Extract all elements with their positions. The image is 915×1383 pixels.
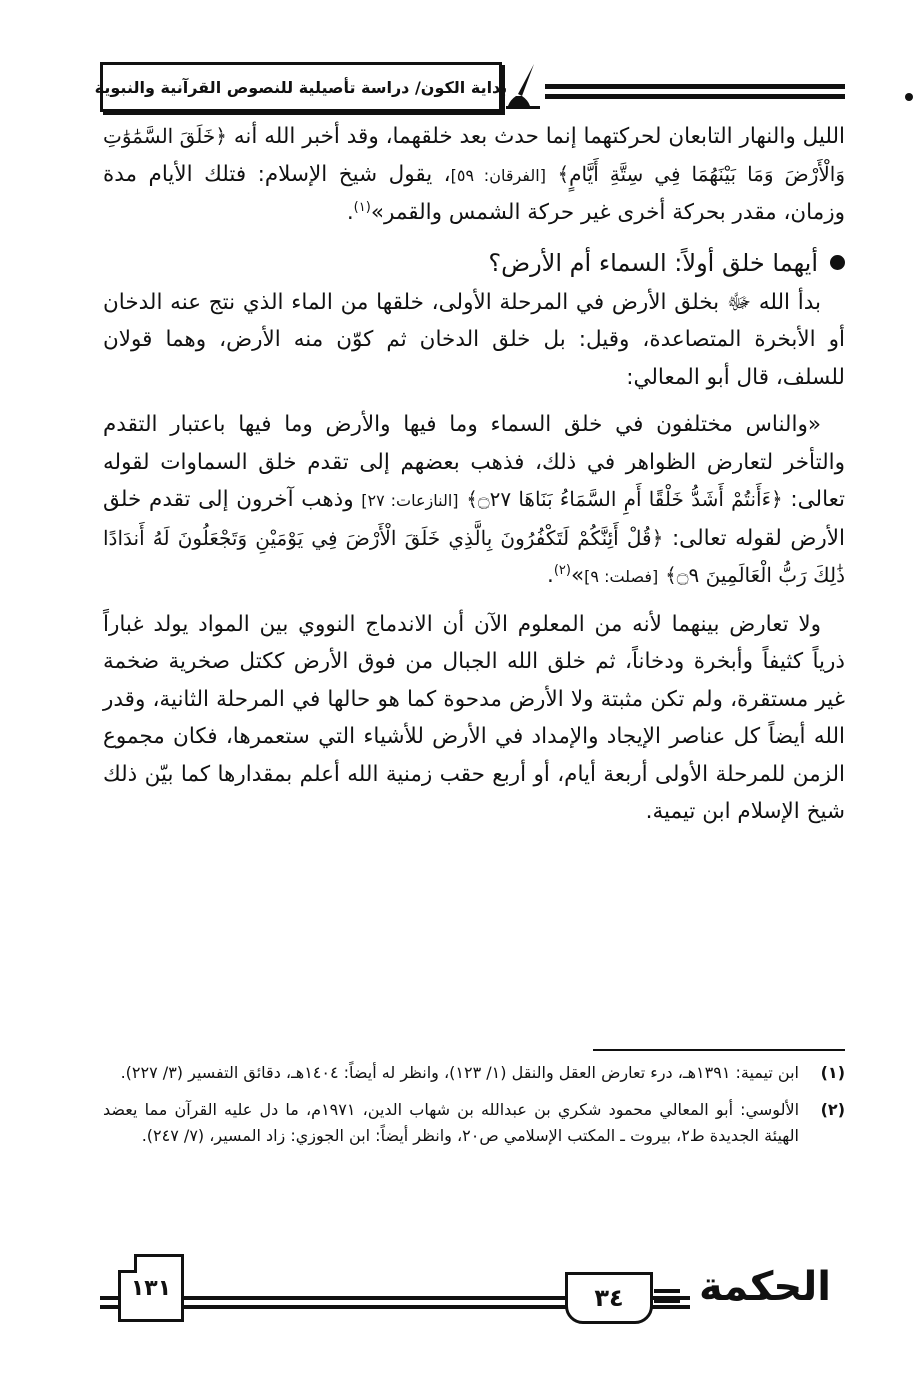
paragraph: الليل والنهار التابعان لحركتهما إنما حدث بعد خلقهما، وقد أخبر الله أنه ﴿خَلَقَ السَّمَٰوَٰتِ وَالْأَرْضَ وَمَا بَيْنَهُمَا فِي سِتَّةِ أَيَّامٍ﴾ [الفرقان: ٥٩]، يقول شيخ الإسلام: فتلك الأيام مدة وزمان، مقدر بحركة أخرى غير حركة الشمس والقمر»$^{(١)}$. — [103, 124, 846, 225]
main-text — [103, 118, 845, 831]
bullet-icon — [830, 255, 845, 270]
footnote-number: (٢) — [820, 1099, 845, 1119]
quotation-paragraph: «والناس مختلفون في خلق السماء وما فيها والأرض وما فيها باعتبار التقدم والتأخر لتعارض الظواهر في ذلك، فذهب بعضهم إلى تقدم خلق السماوات لقوله تعالى: ﴿ءَأَنتُمْ أَشَدُّ خَلْقًا أَمِ السَّمَاءُ بَنَاهَا ۝٢٧﴾ [النازعات: ٢٧] وذهب آخرون إلى تقدم خلق الأرض لقوله تعالى: ﴿قُلْ أَئِنَّكُمْ لَتَكْفُرُونَ بِالَّذِي خَلَقَ الْأَرْضَ فِي يَوْمَيْنِ وَتَجْعَلُونَ لَهُ أَندَادًا ذَٰلِكَ رَبُّ الْعَالَمِينَ ۝٩﴾ [فصلت: ٩]»$^{(٢)}$. — [103, 412, 846, 588]
footnote-marker[interactable]: (١) — [353, 199, 371, 215]
section-heading-text: أيهما خلق أولاً: السماء أم الأرض؟ — [488, 248, 818, 277]
running-header-title: بداية الكون/ دراسة تأصيلية للنصوص القرآنية والنبوية — [94, 77, 508, 97]
footnote-text: الألوسي: أبو المعالي محمود شكري بن عبدالله بن شهاب الدين، ١٩٧١م، ما دل عليه القرآن مما يعضد الهيئة الجديدة ط٢، بيروت ـ المكتب الإسلامي ص٢٠، وانظر أيضاً: ابن الجوزي: زاد المسير، (٧/ ٢٤٧). — [103, 1099, 800, 1145]
footnote-number: (١) — [820, 1063, 845, 1082]
header-rule-top — [545, 84, 845, 89]
footnote-marker[interactable]: (٢) — [553, 562, 571, 578]
verse-reference: [النازعات: ٢٧] — [361, 491, 459, 510]
page-number: ١٣١ — [118, 1254, 184, 1322]
section-heading — [103, 242, 845, 284]
running-header — [94, 62, 508, 112]
header-rule-bottom — [545, 94, 845, 99]
logo-dash — [654, 1299, 680, 1303]
page-edge-mark — [905, 93, 913, 101]
paragraph: ولا تعارض بينهما لأنه من المعلوم الآن أن الاندماج النووي بين المواد يولد غباراً ذرياً كثيفاً وأبخرة ودخاناً، ثم خلق الله الجبال من فوق الأرض ككتل صخرية ضخمة غير مستقرة، ولم تكن مثبتة ولا الأرض مدحوة كما هو حالها في المرحلة الثانية، وقدر الله أيضاً كل عناصر الإيجاد والإمداد في الأرض للأشياء التي ستعمرها، فكان مجموع الزمن للمرحلة الأولى أربعة أيام، أو أربع حقب زمنية الله أعلم بمقدارها كما بيّن ذلك شيخ الإسلام ابن تيمية. — [103, 611, 845, 824]
footnote-text: ابن تيمية: ١٣٩١هـ، درء تعارض العقل والنقل (١/ ١٢٣)، وانظر له أيضاً: ١٤٠٤هـ، دقائق التفسير (٣/ ٢٢٧). — [120, 1063, 799, 1082]
quran-verse: ﴿خَلَقَ السَّمَٰوَٰتِ وَالْأَرْضَ وَمَا بَيْنَهُمَا فِي سِتَّةِ أَيَّامٍ﴾ — [103, 124, 846, 186]
paragraph: بدأ الله ﷻ بخلق الأرض في المرحلة الأولى، خلقها من الماء الذي نتج عنه الدخان أو الأبخرة المتصاعدة، وقيل: بل خلق الدخان ثم كوّن منه الأرض، وهما قولان للسلف، قال أبو المعالي: — [103, 289, 845, 390]
issue-number-badge: ٣٤ — [565, 1272, 653, 1324]
footnotes — [103, 1060, 845, 1160]
journal-logo: الحكمة — [690, 1254, 840, 1320]
quran-verse: ﴿قُلْ أَئِنَّكُمْ لَتَكْفُرُونَ بِالَّذِي خَلَقَ الْأَرْضَ فِي يَوْمَيْنِ وَتَجْعَلُونَ لَهُ أَندَادًا ذَٰلِكَ رَبُّ الْعَالَمِينَ ۝٩﴾ — [103, 525, 845, 587]
footnote — [103, 1097, 845, 1150]
quill-pen-icon — [504, 60, 544, 110]
logo-dash — [654, 1289, 680, 1293]
verse-reference: [الفرقان: ٥٩] — [450, 165, 546, 185]
footnote-separator — [593, 1049, 845, 1051]
quran-verse: ﴿ءَأَنتُمْ أَشَدُّ خَلْقًا أَمِ السَّمَاءُ بَنَاهَا ۝٢٧﴾ — [466, 487, 783, 511]
verse-reference: [فصلت: ٩] — [584, 567, 659, 586]
footnote — [103, 1060, 845, 1087]
